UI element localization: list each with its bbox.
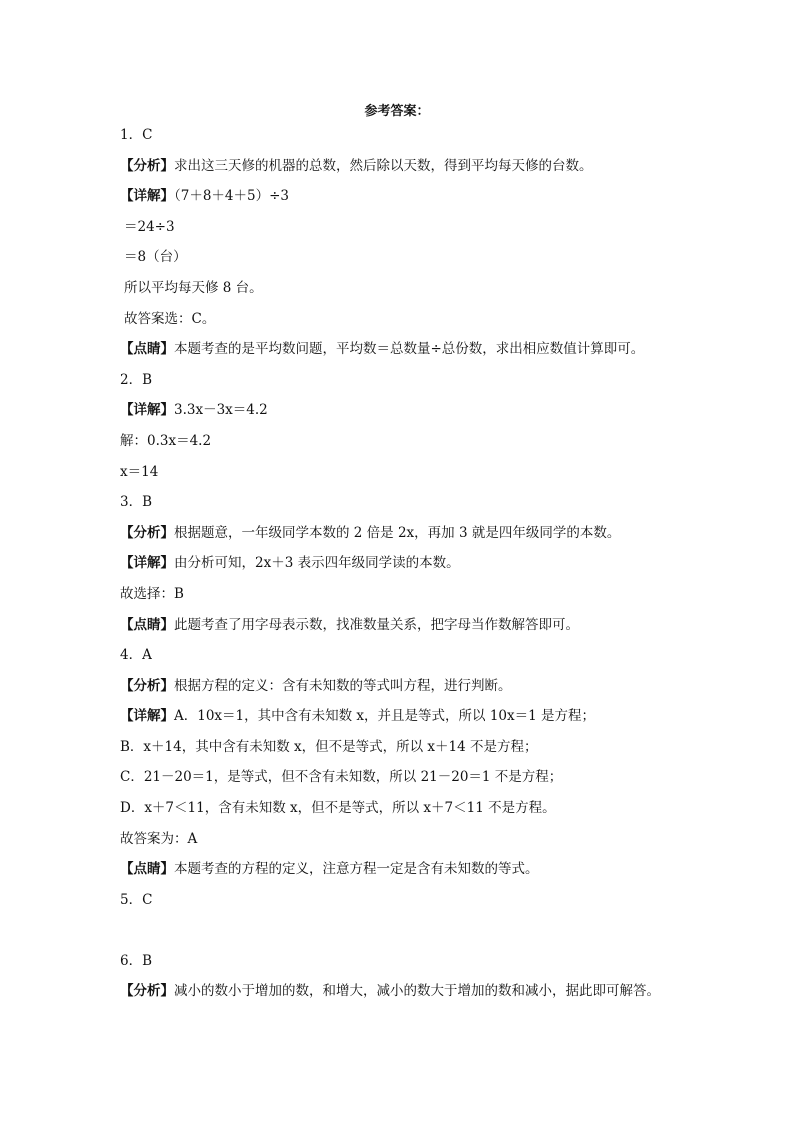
answer-number: 5．C <box>120 891 153 908</box>
answer-number: 3．B <box>120 494 153 511</box>
analysis-line: 【分析】减小的数小于增加的数，和增大，减小的数大于增加的数和减小，据此即可解答。 <box>120 983 660 1000</box>
answer-choice-line: 故答案选：C。 <box>124 310 216 327</box>
detail-line: 【详解】A．10x＝1，其中含有未知数 x，并且是等式，所以 10x＝1 是方程； <box>120 708 595 725</box>
answer-number: 4．A <box>120 647 152 664</box>
page-title: 参考答案： <box>364 104 430 119</box>
comment-line: 【点睛】本题考查的是平均数问题，平均数＝总数量÷总份数，求出相应数值计算即可。 <box>120 341 645 358</box>
calc-line: ＝24÷3 <box>124 218 175 235</box>
answer-choice-line: 故选择：B <box>120 585 184 602</box>
calc-line: ＝8（台） <box>124 249 187 266</box>
analysis-line: 【分析】根据题意，一年级同学本数的 2 倍是 2x，再加 3 就是四年级同学的本数。 <box>120 524 621 541</box>
answer-number: 2．B <box>120 371 153 388</box>
calc-line: 解：0.3x＝4.2 <box>120 432 212 449</box>
answer-number: 6．B <box>120 952 153 969</box>
option-line: D．x＋7＜11，含有未知数 x，但不是等式，所以 x＋7＜11 不是方程。 <box>120 800 556 817</box>
analysis-line: 【分析】求出这三天修的机器的总数，然后除以天数，得到平均每天修的台数。 <box>120 157 593 174</box>
detail-line: 【详解】由分析可知，2x＋3 表示四年级同学读的本数。 <box>120 555 460 572</box>
answer-choice-line: 故答案为：A <box>120 830 198 847</box>
analysis-line: 【分析】根据方程的定义：含有未知数的等式叫方程，进行判断。 <box>120 677 512 694</box>
option-line: C．21－20＝1，是等式，但不含有未知数，所以 21－20＝1 不是方程； <box>120 769 563 786</box>
option-line: B．x＋14，其中含有未知数 x，但不是等式，所以 x＋14 不是方程； <box>120 738 538 755</box>
comment-line: 【点睛】本题考查的方程的定义，注意方程一定是含有未知数的等式。 <box>120 861 539 878</box>
calc-line: x＝14 <box>120 463 159 480</box>
detail-line: 【详解】（7＋8＋4＋5）÷3 <box>120 188 290 205</box>
detail-line: 【详解】3.3x－3x＝4.2 <box>120 402 268 419</box>
comment-line: 【点睛】此题考查了用字母表示数，找准数量关系，把字母当作数解答即可。 <box>120 616 579 633</box>
conclusion-line: 所以平均每天修 8 台。 <box>124 279 263 296</box>
answer-lines <box>120 125 720 1012</box>
answer-number: 1．C <box>120 127 153 143</box>
